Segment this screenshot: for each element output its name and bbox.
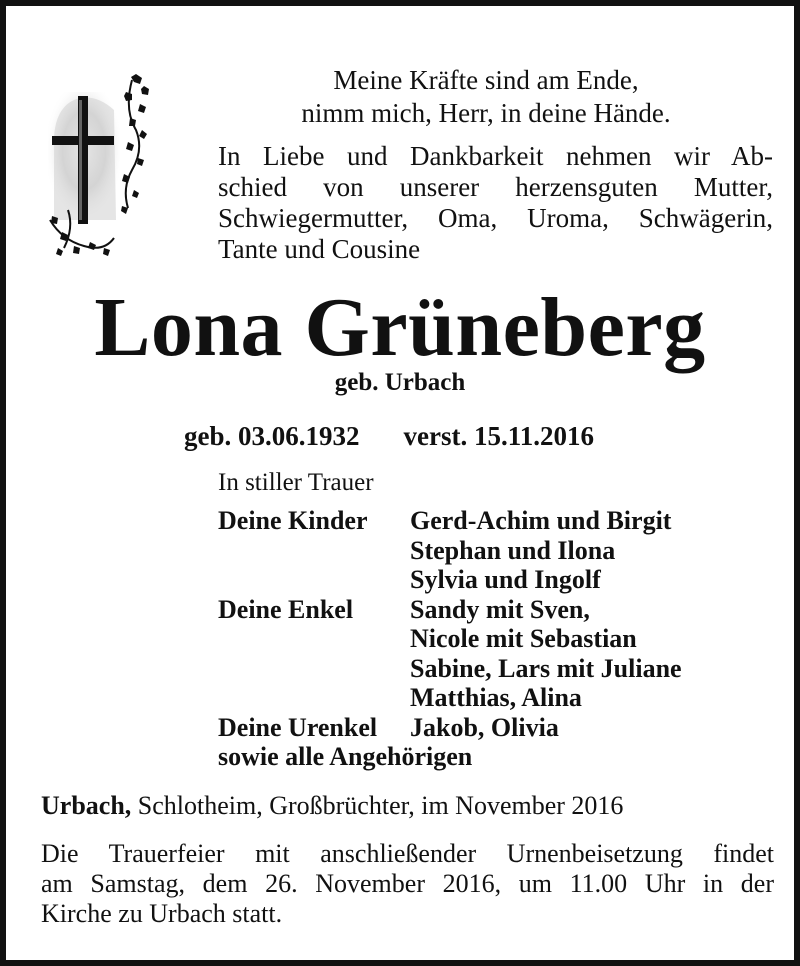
place-and-date — [41, 790, 623, 822]
motto-line-2: nimm mich, Herr, in deine Hände. — [301, 98, 671, 128]
service-line-3: Kirche zu Urbach statt. — [41, 899, 283, 928]
children-label: Deine Kinder — [218, 506, 368, 535]
funeral-service-text — [41, 839, 774, 929]
relatives-line: sowie alle Angehörigen — [218, 742, 473, 771]
life-dates — [184, 419, 594, 453]
grandchild-name: Sandy mit Sven, — [410, 594, 590, 624]
great-grandchildren-row — [218, 713, 682, 743]
service-line-2: am Samstag, dem 26. November 2016, um 11.00 Uhr in der — [41, 869, 774, 898]
intro-line-2: schied von unserer herzensguten Mutter, — [218, 172, 773, 202]
children-row — [218, 506, 682, 595]
great-grandchild-name: Jakob, Olivia — [410, 712, 559, 742]
deceased-name: Lona Grüneberg — [94, 281, 706, 374]
place-bold: Urbach, — [41, 791, 132, 820]
child-name: Gerd-Achim und Birgit — [410, 506, 672, 535]
family-list — [218, 506, 682, 772]
intro-line-3: Schwiegermutter, Oma, Uroma, Schwägerin, — [218, 203, 773, 233]
intro-line-4: Tante und Cousine — [218, 234, 421, 264]
motto-line-1: Meine Kräfte sind am Ende, — [333, 65, 639, 95]
child-name: Stephan und Ilona — [410, 535, 616, 565]
motto — [196, 64, 776, 130]
grandchild-name: Sabine, Lars mit Juliane — [410, 653, 682, 683]
maiden-name: geb. Urbach — [334, 369, 466, 396]
intro-text — [218, 141, 773, 265]
death-date: verst. 15.11.2016 — [403, 421, 594, 451]
service-line-1: Die Trauerfeier mit anschließender Urnenbeisetzung findet — [41, 839, 774, 868]
great-grandchildren-label: Deine Urenkel — [218, 712, 378, 742]
grandchildren-label: Deine Enkel — [218, 594, 354, 624]
place-rest: Schlotheim, Großbrüchter, im November 2016 — [131, 791, 624, 820]
grandchildren-row — [218, 595, 682, 713]
grandchild-name: Matthias, Alina — [410, 683, 582, 712]
cross-with-ivy-icon — [44, 70, 156, 260]
grandchild-name: Nicole mit Sebastian — [410, 624, 637, 653]
intro-line-1: In Liebe und Dankbarkeit nehmen wir Ab- — [218, 141, 773, 171]
mourning-text: In stiller Trauer — [218, 469, 374, 496]
child-name: Sylvia und Ingolf — [410, 565, 601, 594]
birth-date: geb. 03.06.1932 — [184, 421, 360, 451]
